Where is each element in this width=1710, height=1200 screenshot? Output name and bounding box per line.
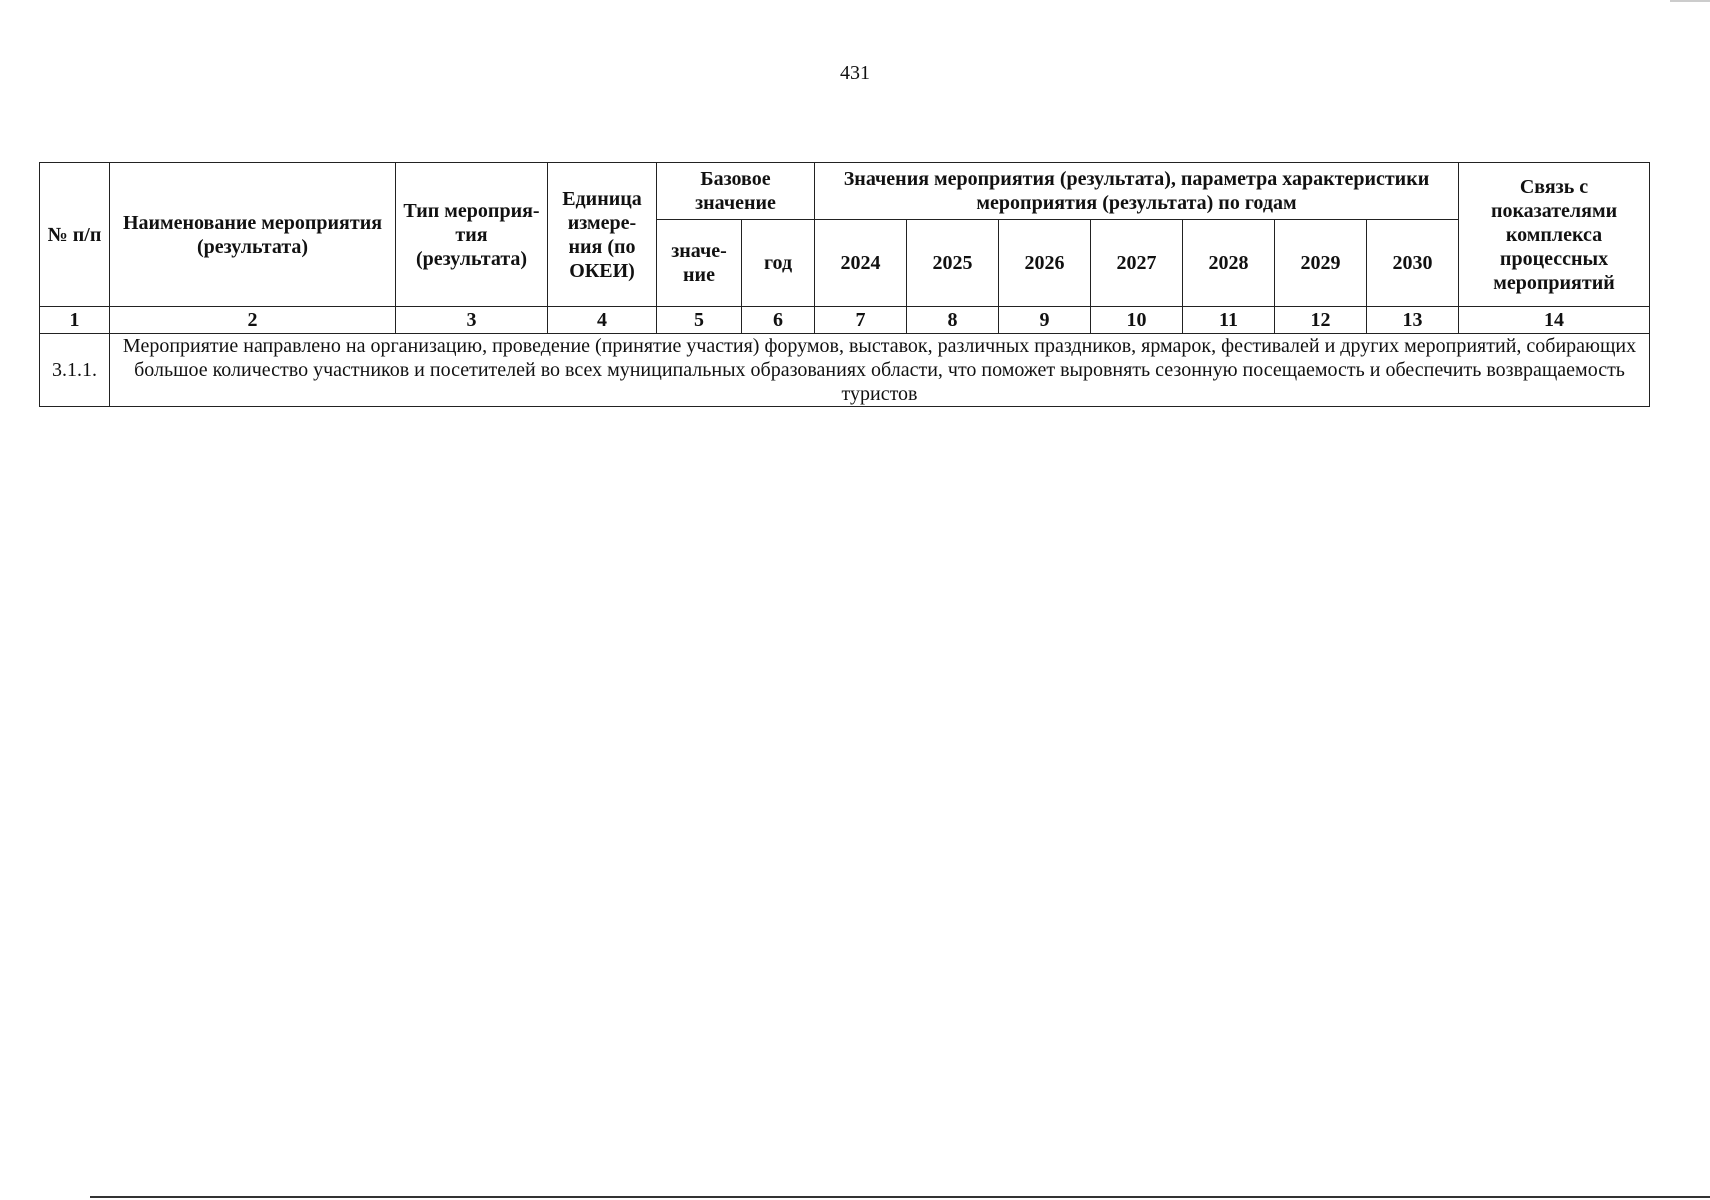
page-number: 431 [840,62,870,84]
header-type: Тип мероприя-тия (результата) [396,163,548,307]
header-link: Связь с показателями комплекса процессных мероприятий [1459,163,1650,307]
header-year: 2026 [999,220,1091,307]
header-year: 2027 [1091,220,1183,307]
header-year: 2030 [1367,220,1459,307]
column-number: 2 [110,307,396,334]
header-base-year: год [742,220,815,307]
column-number-row [40,307,1650,334]
column-number: 9 [999,307,1091,334]
header-unit: Единица измере-ния (по ОКЕИ) [548,163,657,307]
column-number: 11 [1183,307,1275,334]
header-year: 2025 [907,220,999,307]
column-number: 10 [1091,307,1183,334]
column-number: 14 [1459,307,1650,334]
header-base-value: значе-ние [657,220,742,307]
column-number: 13 [1367,307,1459,334]
header-year: 2029 [1275,220,1367,307]
scan-edge-line [90,1196,1710,1198]
header-row-1 [40,163,1650,220]
scan-artifact [1670,0,1710,2]
header-year: 2024 [815,220,907,307]
row-description: Мероприятие направлено на организацию, проведение (принятие участия) форумов, выставок, различных праздников, ярмарок, фестивалей и других мероприятий, собирающих большое количество участников и посетителей во всех муниципальных образованиях области, что поможет выровнять сезонную посещаемость и обеспечить возвращаемость туристов [110,334,1650,407]
column-number: 5 [657,307,742,334]
column-number: 1 [40,307,110,334]
header-base: Базовое значение [657,163,815,220]
column-number: 3 [396,307,548,334]
table-row [40,334,1650,407]
column-number: 12 [1275,307,1367,334]
activity-table [39,162,1650,407]
column-number: 6 [742,307,815,334]
header-name: Наименование мероприятия (результата) [110,163,396,307]
column-number: 8 [907,307,999,334]
header-year: 2028 [1183,220,1275,307]
column-number: 4 [548,307,657,334]
header-num: № п/п [40,163,110,307]
row-number: 3.1.1. [40,334,110,407]
header-values-by-year: Значения мероприятия (результата), параметра характеристики мероприятия (результата) по годам [815,163,1459,220]
column-number: 7 [815,307,907,334]
